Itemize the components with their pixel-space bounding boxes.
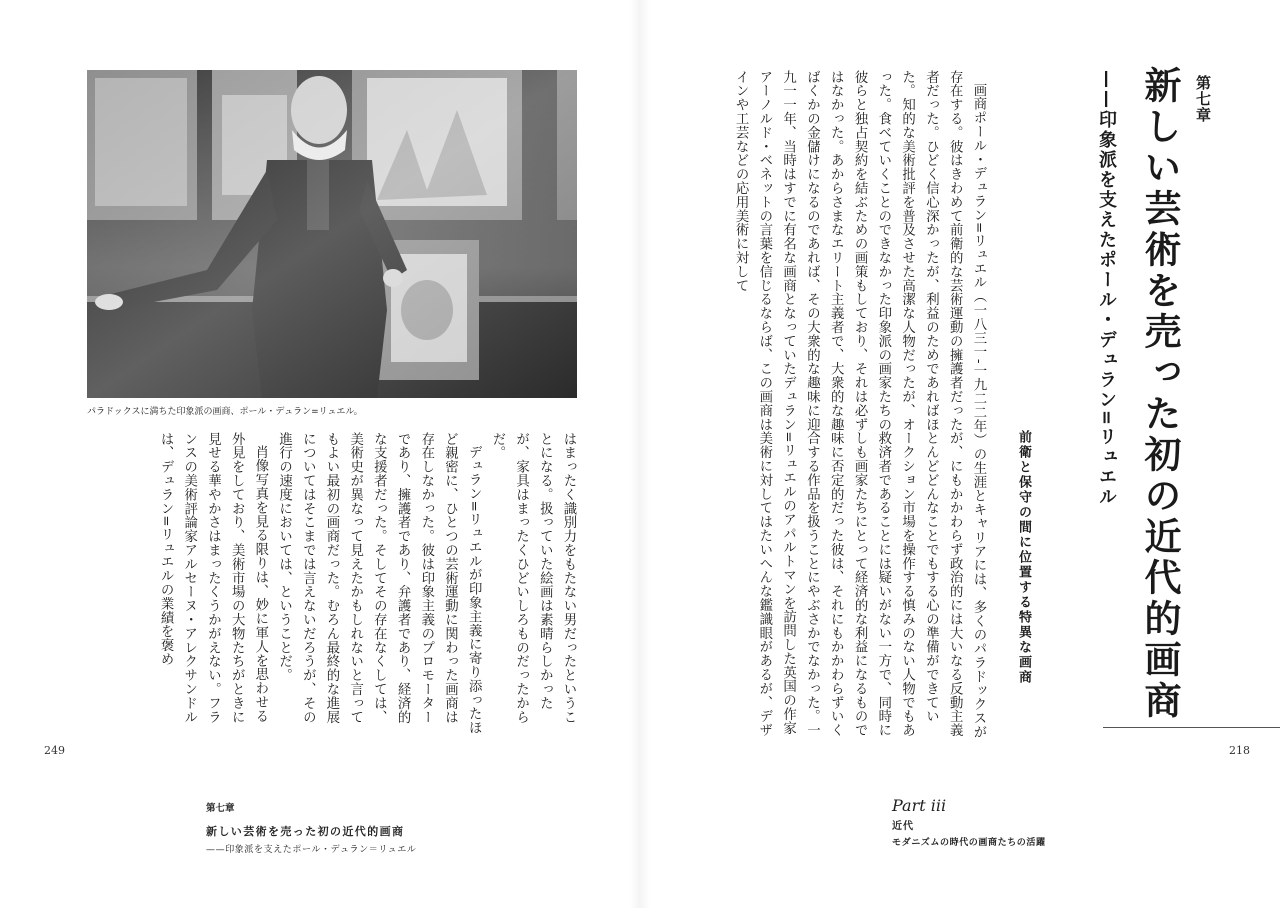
footer-era-label: 近代	[892, 821, 914, 832]
chapter-label: 第七章	[1194, 75, 1212, 123]
right-body-text	[718, 70, 990, 740]
footer-chapter-label: 第七章	[206, 803, 235, 814]
running-footer-right	[892, 796, 1046, 848]
footer-chapter-title: 新しい芸術を売った初の近代的画商	[206, 825, 405, 838]
paragraph: 画商ポール・デュラン=リュエル（一八三一‐一九二二年）の生涯とキャリアには、多くのパラドックスが存在する。彼はきわめて前衛的な芸術運動の擁護者だったが、にもかかわらず政治的には大いなる反動主義者だった。ひどく信心深かったが、利益のためであればほとんどどんなことでもする心の準備ができていた。知的な美術批評を普及させた高潔な人物だったが、オークション市場を操作する慎みのない人物でもあった。食べていくことのできなかった印象派の画家たちの救済者であることには疑いがない一方で、同時に彼らと独占契約を結ぶための画策もしており、それは必ずしも画家たちにとって経済的な利益になるものではなかった。あからさまなエリート主義者で、大衆的な趣味に否定的だった彼は、それにもかかわらずいくばくかの金儲けになるのであれば、その大衆的な趣味に迎合する作品を扱うことにやぶさかでなかった。一九一一年、当時はすでに有名な画商となっていたデュラン=リュエルのアパルトマンを訪問した英国の作家アーノルド・ベネットの言葉を信じるならば、この画商は美術に対してはたいへんな鑑識眼があるが、デザインや工芸などの応用美術に対して	[733, 70, 986, 740]
paragraph: デュラン=リュエルが印象主義に寄り添ったほど親密に、ひとつの芸術運動に関わった画商は存在しなかった。彼は印象主義のプロモーターであり、擁護者であり、弁護者であり、経済的な支援者だった。そしてその存在なくしては、美術史が異なって見えたかもしれないと言ってもよい最初の画商だった。むろん最終的な進展についてはそこまでは言えないだろうが、その進行の速度においては、ということだ。	[276, 432, 482, 736]
divider-rule	[1103, 727, 1280, 728]
photo-illustration	[87, 70, 577, 398]
paragraph: はまったく識別力をもたない男だったということになる。扱っていた絵画は素晴らしかったが、家具はまったくひどいしろものだったからだ。	[489, 432, 576, 724]
left-body-text	[85, 432, 580, 737]
running-footer-left	[206, 800, 416, 855]
page-number-right: 218	[1229, 744, 1250, 757]
footer-chapter-subtitle: ——印象派を支えたポール・デュラン＝リュエル	[206, 845, 417, 855]
chapter-subtitle: ——印象派を支えたポール・デュラン=リュエル	[1096, 70, 1117, 508]
photo-caption: パラドックスに満ちた印象派の画商、ポール・デュラン=リュエル。	[87, 407, 363, 417]
page-gutter	[630, 0, 650, 908]
paragraph: 肖像写真を見る限りは、妙に軍人を思わせる外見をしており、美術市場の大物たちがときに見せる華やかさはまったくうかがえない。フランスの美術評論家アルセーヌ・アレクサンドルは、デュラン=リュエルの業績を褒め	[158, 432, 268, 724]
page-number-left: 249	[44, 744, 65, 757]
footer-part-subtitle: モダニズムの時代の画商たちの活躍	[892, 838, 1046, 848]
chapter-title: 新しい芸術を売った初の近代的画商	[1138, 66, 1181, 722]
portrait-photo	[87, 70, 577, 398]
section-heading: 前衛と保守の間に位置する特異な画商	[1016, 430, 1031, 685]
footer-part-label: Part iii	[892, 796, 947, 815]
